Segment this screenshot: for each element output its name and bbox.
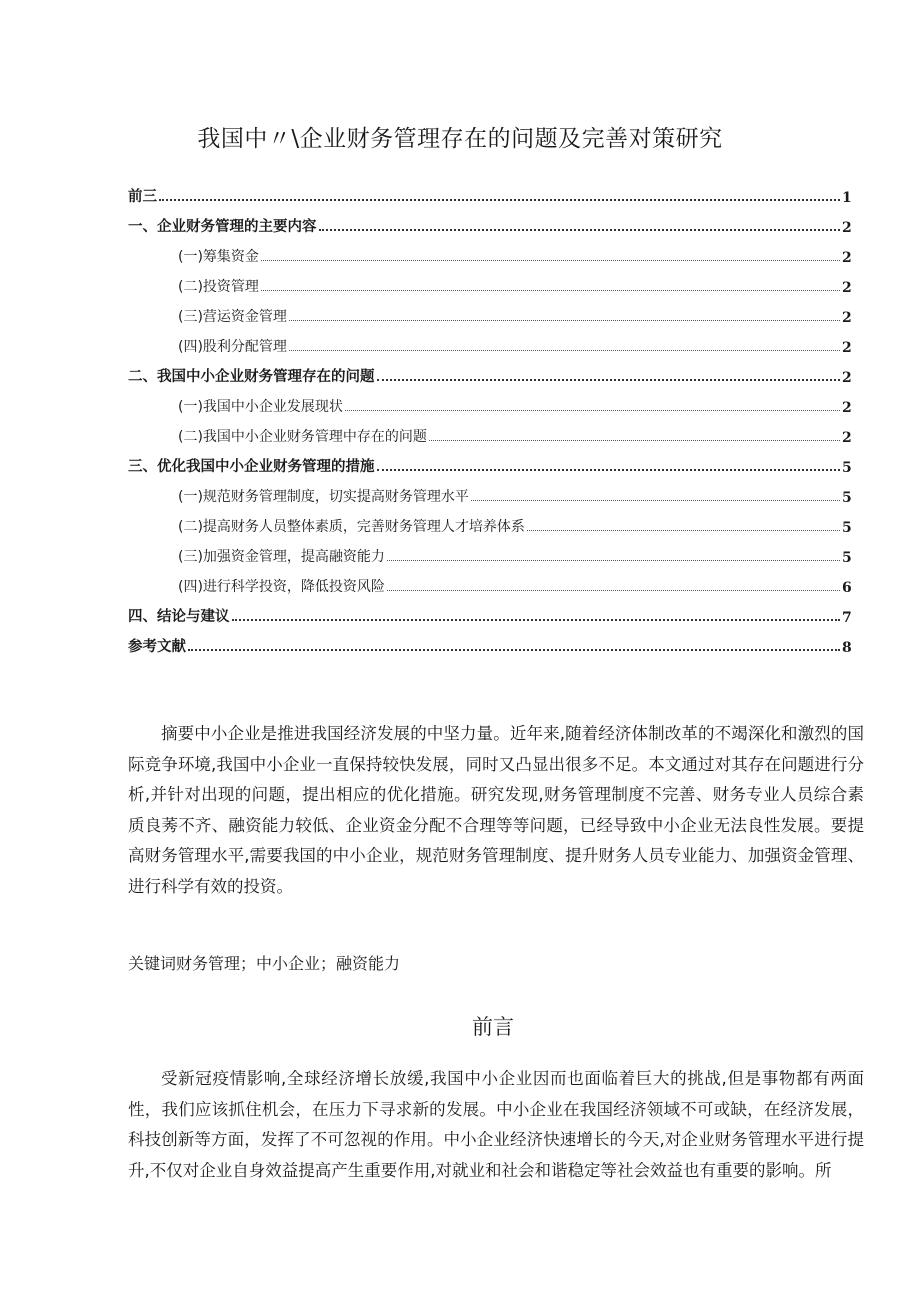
toc-entry-page: 2 xyxy=(842,220,852,236)
toc-entry-title: (四)进行科学投资，降低投资风险 xyxy=(178,579,385,595)
toc-dot-leader xyxy=(377,379,841,381)
toc-entry[interactable] xyxy=(128,266,850,296)
toc-entry-page: 2 xyxy=(842,430,852,446)
toc-dot-leader xyxy=(188,649,840,651)
toc-entry-page: 2 xyxy=(842,310,852,326)
toc-entry[interactable] xyxy=(128,566,850,596)
toc-entry-page: 5 xyxy=(842,550,852,566)
toc-entry[interactable] xyxy=(128,416,850,446)
toc-dot-leader xyxy=(471,500,840,501)
preface-paragraph: 受新冠疫情影响,全球经济增长放缓,我国中小企业因而也面临着巨大的挑战,但是事物都有两面性，我们应该抓住机会，在压力下寻求新的发展。中小企业在我国经济领域不可或缺，在经济发展，科技创新等方面，发挥了不可忽视的作用。中小企业经济快速增长的今天,对企业财务管理水平进行提升,不仅对企业自身效益提高产生重要作用,对就业和社会和谐稳定等社会效益也有重要的影响。所 xyxy=(128,1069,864,1180)
toc-entry-title: (三)营运资金管理 xyxy=(178,309,287,325)
toc-entry[interactable] xyxy=(128,326,850,356)
toc-entry[interactable] xyxy=(128,476,850,506)
toc-entry-title: (三)加强资金管理，提高融资能力 xyxy=(178,549,385,565)
toc-entry-title: 参考文献 xyxy=(128,639,186,655)
toc-entry-page: 1 xyxy=(842,190,852,206)
toc-entry-page: 2 xyxy=(842,370,852,386)
toc-entry-title: 二、我国中小企业财务管理存在的问题 xyxy=(128,369,375,385)
toc-entry[interactable] xyxy=(128,296,850,326)
abstract-paragraph: 摘要中小企业是推进我国经济发展的中坚力量。近年来,随着经济体制改革的不竭深化和激烈的国际竞争环境,我国中小企业一直保持较快发展，同时又凸显出很多不足。本文通过对其存在问题进行分析,并针对出现的问题，提出相应的优化措施。研究发现,财务管理制度不完善、财务专业人员综合素质良莠不齐、融资能力较低、企业资金分配不合理等等问题，已经导致中小企业无法良性发展。要提高财务管理水平,需要我国的中小企业，规范财务管理制度、提升财务人员专业能力、加强资金管理、进行科学有效的投资。 xyxy=(128,724,864,896)
toc-entry[interactable] xyxy=(128,386,850,416)
toc-entry[interactable] xyxy=(128,506,850,536)
toc-entry[interactable] xyxy=(128,536,850,566)
toc-entry-title: (二)我国中小企业财务管理中存在的问题 xyxy=(178,429,427,445)
toc-dot-leader xyxy=(377,469,841,471)
toc-entry[interactable] xyxy=(128,356,850,386)
toc-entry-title: (一)我国中小企业发展现状 xyxy=(178,399,343,415)
toc-dot-leader xyxy=(289,350,840,351)
toc-dot-leader xyxy=(387,590,840,591)
keywords-line: 关键词财务管理；中小企业；融资能力 xyxy=(128,954,401,973)
toc-entry-title: 三、优化我国中小企业财务管理的措施 xyxy=(128,459,375,475)
toc-entry-page: 5 xyxy=(842,460,852,476)
toc-entry-page: 2 xyxy=(842,250,852,266)
toc-entry-title: (二)投资管理 xyxy=(178,279,259,295)
toc-entry-page: 5 xyxy=(842,490,852,506)
toc-dot-leader xyxy=(159,199,840,201)
toc-dot-leader xyxy=(345,410,840,411)
toc-entry-page: 2 xyxy=(842,280,852,296)
toc-entry-title: 一、企业财务管理的主要内容 xyxy=(128,219,317,235)
toc-entry[interactable] xyxy=(128,236,850,266)
toc-entry-page: 2 xyxy=(842,340,852,356)
toc-entry[interactable] xyxy=(128,446,850,476)
toc-entry-page: 7 xyxy=(842,610,852,626)
toc-entry-title: 四、结论与建议 xyxy=(128,609,230,625)
toc-dot-leader xyxy=(261,290,840,291)
toc-entry[interactable] xyxy=(128,626,850,656)
toc-entry-page: 8 xyxy=(842,640,852,656)
toc-entry-page: 6 xyxy=(842,580,852,596)
toc-entry-title: (四)股利分配管理 xyxy=(178,339,287,355)
toc-dot-leader xyxy=(261,260,840,261)
toc-dot-leader xyxy=(387,560,840,561)
toc-entry[interactable] xyxy=(128,596,850,626)
toc-dot-leader xyxy=(319,229,841,231)
toc-entry-page: 5 xyxy=(842,520,852,536)
toc-entry-title: (一)规范财务管理制度，切实提高财务管理水平 xyxy=(178,489,469,505)
toc-entry[interactable] xyxy=(128,176,850,206)
toc-entry-page: 2 xyxy=(842,400,852,416)
toc-dot-leader xyxy=(232,619,841,621)
table-of-contents xyxy=(128,176,850,656)
toc-entry[interactable] xyxy=(128,206,850,236)
toc-dot-leader xyxy=(289,320,840,321)
toc-entry-title: 前三 xyxy=(128,189,157,205)
document-title: 我国中〃\企业财务管理存在的问题及完善对策研究 xyxy=(197,126,723,152)
preface-heading: 前言 xyxy=(472,1015,514,1039)
toc-entry-title: (二)提高财务人员整体素质，完善财务管理人才培养体系 xyxy=(178,519,525,535)
toc-dot-leader xyxy=(429,440,840,441)
toc-dot-leader xyxy=(527,530,840,531)
toc-entry-title: (一)筹集资金 xyxy=(178,249,259,265)
